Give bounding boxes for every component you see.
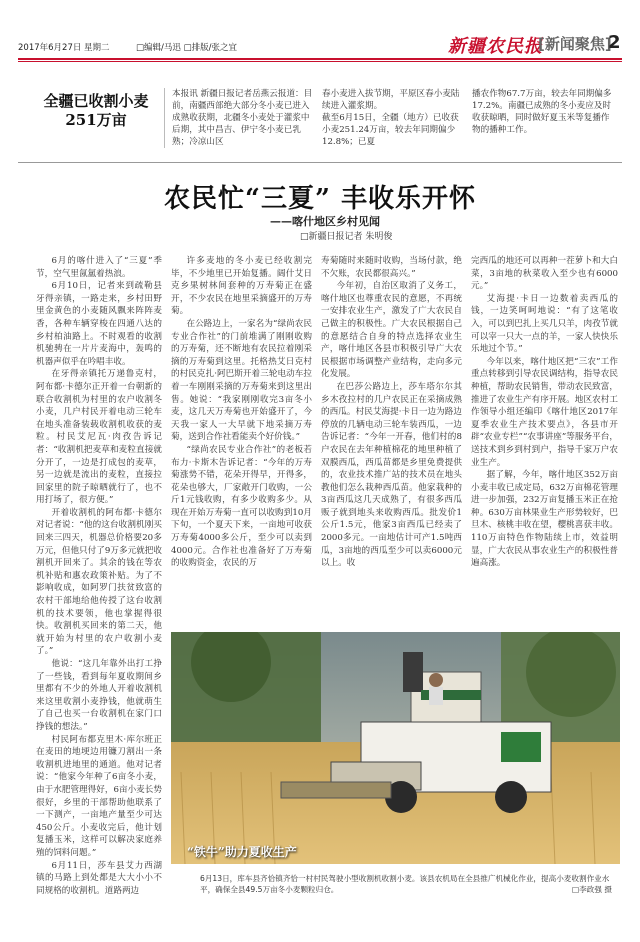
section-name: [新闻聚焦]	[538, 35, 612, 53]
paragraph: 在巴莎公路边上，莎车塔尔尔其乡木孜拉村的几户农民正在采摘成熟的西瓜。村民艾海提·卡日一边为路边停放的几辆电动三轮车装西瓜，一边告诉记者：“今年一开春，他们村的8户农民在去年种植棉花的地里种植了双膜西瓜，西瓜苗都是乡里免费提供的，农业技术推广站的技术员在地头教他们怎么栽种西瓜苗。他家栽种的3亩西瓜这几天成熟了，有很多西瓜贩子就到地头来收购西瓜。批发价1公斤1.5元，他家3亩西瓜已经卖了2000多元。一亩地估计可产1.5吨西瓜，3亩地的西瓜至少可以卖6000元以上。收	[321, 381, 462, 569]
brief-col-3: 播农作物67.7万亩，较去年同期偏多17.2%。南疆已成熟的冬小麦应及时收获晾晒，同时做好夏玉米等复播作物的播种工作。	[472, 89, 612, 135]
article-col-2	[171, 255, 312, 625]
brief-bottom-rule	[18, 162, 622, 163]
header-rule	[18, 58, 622, 60]
paragraph: 完西瓜的地还可以再种一茬萝卜和大白菜，3亩地的秋菜收入至少也有6000元。”	[471, 256, 618, 292]
article-col-4	[471, 255, 618, 625]
paragraph: 6月的喀什进入了“三夏”季节，空气里氤氲着热浪。	[36, 256, 162, 279]
paragraph: 今年初，自治区取消了义务工，喀什地区也尊重农民的意愿，不再统一安排农业生产，激发了广大农民自己做主的积极性。广大农民根据自己的意愿结合自身的特点选择农业生产，喀什地区各县市积极引导广大农民根据市场调整产业结构，走向多元化发展。	[321, 281, 462, 380]
photo-overlay-title: “铁牛”助力夏收生产	[187, 845, 297, 859]
paragraph: 村民阿布都克里木·库尔班正在麦田的地埂边用镰刀割出一条收割机进地里的通道。他对记者说：“他家今年种了6亩冬小麦，由于水肥管理得好，6亩小麦长势很好，乡里的干部帮助他联系了一下测产，一亩地产量至少可达450公斤。小麦收完后，他计划复播玉米，这样可以解决家庭养殖的饲料问题。”	[36, 734, 162, 858]
paragraph: 6月11日，莎车县艾力西湖镇的马路上到处都是大大小小不同规格的收割机。道路两边	[36, 860, 162, 896]
paragraph: 今年以来，喀什地区把“三农”工作重点转移到引导农民调结构，指导农民种植，帮助农民销售，带动农民致富，推进了农业生产有序开展。地区农村工作领导小组还编印《喀什地区2017年夏季农业生产技术要点》，各县市开辟“农业专栏”“农事讲座”等服务平台，送技术到乡到村到户，指导千家万户农业生产。	[471, 356, 618, 468]
article-col-3	[321, 255, 462, 625]
paragraph: 寿菊随时来随时收购，当场付款，绝不欠账，农民都很高兴。”	[321, 256, 462, 279]
brief-headline-box	[36, 92, 156, 130]
page-number: 2	[608, 32, 621, 53]
article-subtitle: ——喀什地区乡村见闻	[270, 215, 380, 228]
harvester-photo	[171, 632, 620, 864]
issue-date: 2017年6月27日 星期二	[18, 43, 110, 53]
paragraph: 据了解，今年，喀什地区352万亩小麦丰收已成定局，632万亩棉花管理进一步加强，232万亩复播玉米正在抢种。630万亩林果业生产形势较好，巴旦木、核桃丰收在望，樱桃喜获丰收。110万亩特色作物陆续上市，效益明显，广大农民从事农业生产的积极性普遍高涨。	[471, 470, 618, 569]
paragraph: 他说：“这几年靠外出打工挣了一些钱，看到每年夏收期间乡里都有不少的外地人开着收割机来这里收割小麦挣钱，他就萌生了自己也买一台收割机在家门口挣钱的想法。”	[36, 659, 162, 732]
brief-divider	[164, 88, 165, 148]
header-rule-thin	[18, 61, 622, 62]
paragraph: 艾海提·卡日一边数着卖西瓜的钱，一边笑呵呵地说：“有了这笔收入，可以到巴扎上买几只羊，肉孜节就可以宰一只大一点的羊，一家人快快乐乐地过个节。”	[471, 293, 618, 355]
article-col-1	[36, 255, 162, 915]
newspaper-logo: 新疆农民报	[448, 36, 543, 57]
article-byline: □新疆日报记者 朱明俊	[300, 232, 393, 242]
brief-col-2: 春小麦进入拔节期，平原区春小麦陆续进入灌浆期。 截至6月15日，全疆（地方）已收获小麦251.24万亩，较去年同期偏少12.8%；已夏	[322, 89, 460, 147]
paragraph: 开着收割机的阿布都·卡德尔对记者说：“他的这台收割机刚买回来三四天，机器总价格要20多万元，但他只付了9万多元就把收割机开回来了。其余的钱在等农机补贴和惠农政策补贴。为了不影响收成，如阿罗门扶贫致富的农村干部地给他传授了这台收割机的技术要领，他也掌握得很快。收割机买回来的第二天，他就开始为村里的农户收割小麦了。”	[36, 507, 162, 657]
paragraph: 6月10日，记者来到疏勒县牙得亲镇，一路走来，乡村田野里金黄色的小麦随风飘来阵阵麦香，各种车辆穿梭在四通八达的乡村柏油路上。不时观看的收割机驰骋在一片片麦海中，轰鸣的机器声似乎在吟唱丰收。	[36, 281, 162, 367]
paragraph: “绿尚农民专业合作社”的老板若布力·卡斯木告诉记者：“今年的万寿菊涨势不错，花朵开得早，开得多，花朵也够大，厂家敞开门收购，一公斤1元钱收购，有多少收购多少。从现在开始万寿菊一直可以收购到10月下旬，一个夏天下来，一亩地可收获万寿菊4000多公斤，至少可以卖到4000元。合作社也准备好了万寿菊的收购资金，农民的万	[171, 444, 312, 569]
paragraph: 在公路边上，一家名为“绿尚农民专业合作社”的门前堆满了刚刚收购的万寿菊，还不断地有农民拉着刚采摘的万寿菊到这里。托格热艾日克村的村民克扎·阿巴斯开着三轮电动车拉着一车刚刚采摘的万寿菊来到这里出售。她说：“我家刚刚收完3亩冬小麦，这几天万寿菊也开始盛开了，今天我一家人一大早就下地采摘万寿菊，送到合作社看能卖个好价钱。”	[171, 318, 312, 443]
brief-headline: 全疆已收割小麦251万亩	[43, 92, 149, 129]
photo-credit: □李政强 摄	[572, 885, 612, 894]
photo-caption: 6月13日，库车县齐恰镇齐恰一村村民驾驶小型收割机收割小麦。该县农机局在全县推广机械化作业，提高小麦收割作业水平，确保全县49.5万亩冬小麦颗粒归仓。	[200, 874, 610, 894]
page-header	[18, 32, 622, 56]
brief-col-1: 本报讯 新疆日报记者岳燕云报道：目前，南疆西部绝大部分冬小麦已进入成熟收获期，北疆冬小麦处于灌浆中后期，其中昌吉、伊宁冬小麦已乳熟；冷凉山区	[172, 89, 313, 147]
editors-line: □编辑/马迅 □排版/张之宜	[136, 43, 237, 53]
paragraph: 许多麦地的冬小麦已经收割完毕，不少地里已开始复播。阔什艾日克乡果树林间套种的万寿菊正在盛开，不少农民在地里采摘盛开的万寿菊。	[171, 256, 312, 317]
paragraph: 在牙得亲镇托万递鲁克村，阿布都·卡德尔正开着一台朝新的联合收割机为村里的农户收割冬小麦，几户村民开着电动三轮车在地头准备装载收割机收获的麦粒。村民艾尼瓦·肉孜告诉记者：“收割机把麦草和麦粒直接就分开了，一边是打成包的麦草，另一边就是流出的麦粒，直接拉回家里的院子晾晒就行了，也不用打场了，很方便。”	[36, 369, 162, 506]
article-title: 农民忙“三夏” 丰收乐开怀	[164, 184, 476, 214]
